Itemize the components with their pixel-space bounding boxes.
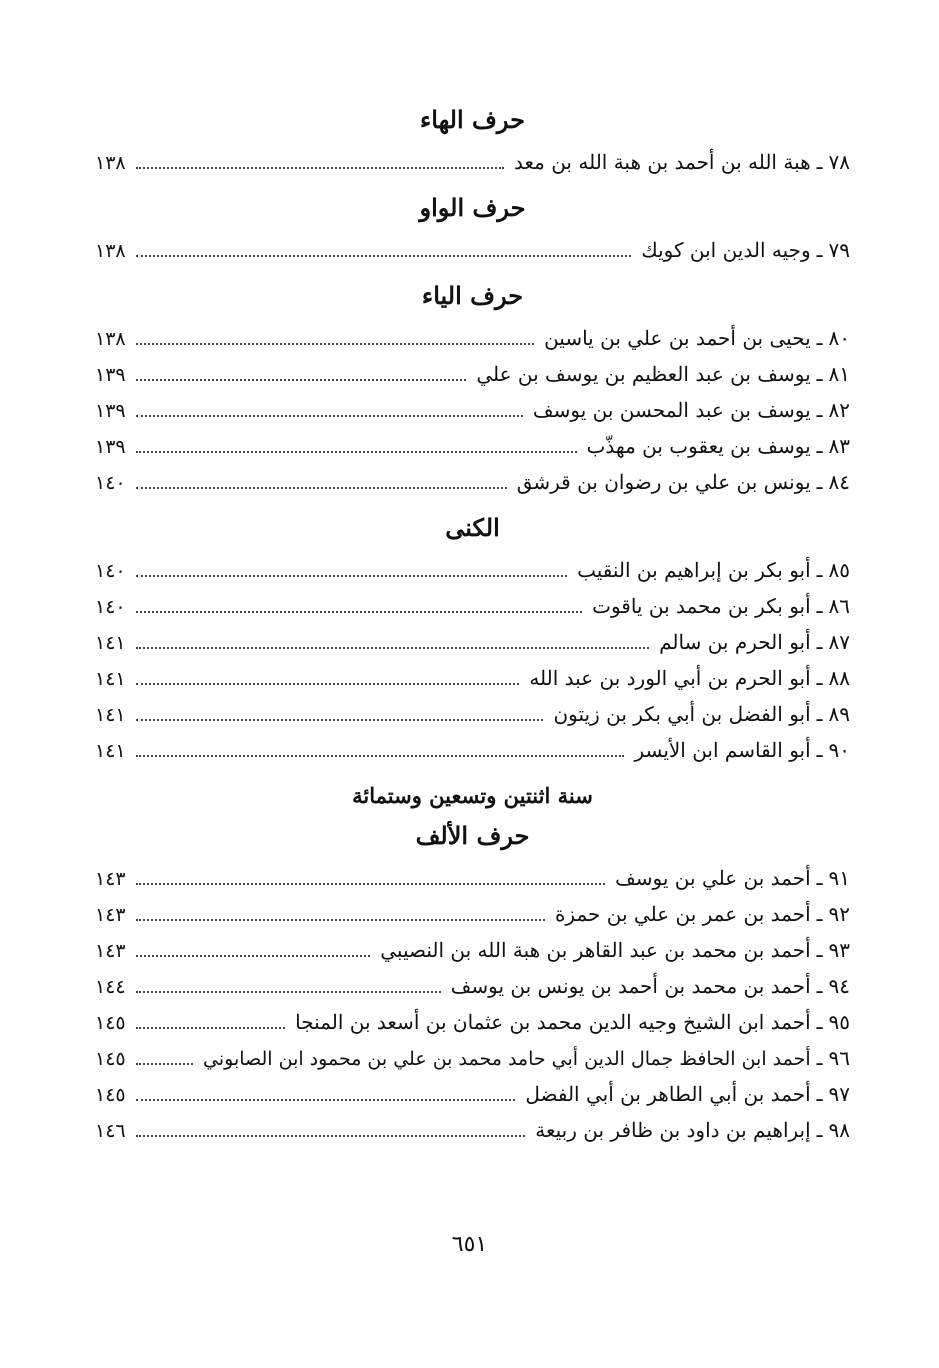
entry-number: ٨٣ — [828, 434, 850, 458]
entry-number: ٨٥ — [828, 558, 850, 582]
entry-name: أبو الحرم بن أبي الورد بن عبد الله — [529, 666, 811, 690]
entry-page: ١٤٤ — [95, 976, 126, 998]
entry-page: ١٤٠ — [95, 472, 126, 494]
entry-number: ٩٣ — [828, 938, 850, 962]
entry-dash: ـ — [816, 558, 823, 582]
entry-page: ١٣٨ — [95, 240, 126, 262]
dot-leader — [136, 343, 534, 345]
entry-name: أحمد ابن الحافظ جمال الدين أبي حامد محمد بن علي بن محمود ابن الصابوني — [203, 1048, 811, 1070]
entry-number: ٩٨ — [828, 1118, 850, 1142]
entry-page: ١٤٦ — [95, 1120, 126, 1142]
entry-name: أبو بكر بن إبراهيم بن النقيب — [577, 558, 811, 582]
year-heading: سنة اثنتين وتسعين وستمائة — [352, 783, 593, 808]
entry-dash: ـ — [816, 1046, 823, 1070]
dot-leader — [136, 1027, 286, 1029]
entry-page: ١٣٩ — [95, 436, 126, 458]
entry-dash: ـ — [816, 326, 823, 350]
entry-page: ١٣٩ — [95, 364, 126, 386]
entry-dash: ـ — [816, 738, 823, 762]
dot-leader — [136, 683, 520, 685]
index-entry — [95, 552, 850, 588]
dot-leader — [136, 755, 625, 757]
entry-name: أحمد بن علي بن يوسف — [615, 866, 811, 890]
entry-number: ٩٢ — [828, 902, 850, 926]
entry-number: ٨٩ — [828, 702, 850, 726]
entry-name: يوسف بن عبد العظيم بن يوسف بن علي — [476, 362, 811, 386]
entry-page: ١٤١ — [95, 668, 126, 690]
section-heading: حرف الألف — [415, 821, 530, 850]
entry-number: ٧٨ — [828, 150, 850, 174]
entry-dash: ـ — [816, 1082, 823, 1106]
dot-leader — [136, 611, 582, 613]
entry-name: هبة الله بن أحمد بن هبة الله بن معد — [513, 150, 811, 174]
entry-name: أبو بكر بن محمد بن ياقوت — [592, 594, 811, 618]
dot-leader — [136, 255, 632, 257]
section-heading: حرف الواو — [419, 193, 526, 222]
entry-name: أبو القاسم ابن الأيسر — [634, 738, 811, 762]
entry-dash: ـ — [816, 666, 823, 690]
entry-dash: ـ — [816, 150, 823, 174]
entry-number: ٩٤ — [828, 974, 850, 998]
dot-leader — [136, 487, 507, 489]
dot-leader — [136, 575, 567, 577]
index-entry — [95, 588, 850, 624]
entry-name: يونس بن علي بن رضوان بن قرشق — [516, 470, 811, 494]
index-entry — [95, 968, 850, 1004]
entry-dash: ـ — [816, 1118, 823, 1142]
index-entry — [95, 1040, 850, 1076]
dot-leader — [136, 991, 441, 993]
dot-leader — [136, 167, 504, 169]
entry-page: ١٤٠ — [95, 596, 126, 618]
entry-page: ١٣٩ — [95, 400, 126, 422]
entry-number: ٩٠ — [828, 738, 850, 762]
entry-name: إبراهيم بن داود بن ظافر بن ربيعة — [535, 1118, 811, 1142]
entry-name: وجيه الدين ابن كويك — [641, 238, 811, 262]
entry-dash: ـ — [816, 398, 823, 422]
entry-page: ١٤٥ — [95, 1048, 126, 1070]
entry-dash: ـ — [816, 470, 823, 494]
index-entry — [95, 896, 850, 932]
index-entry — [95, 1076, 850, 1112]
dot-leader — [136, 1063, 193, 1065]
index-entry — [95, 732, 850, 768]
entry-name: أحمد بن عمر بن علي بن حمزة — [554, 902, 811, 926]
index-entry — [95, 232, 850, 268]
entry-dash: ـ — [816, 1010, 823, 1034]
entry-name: أحمد ابن الشيخ وجيه الدين محمد بن عثمان بن أسعد بن المنجا — [295, 1010, 811, 1034]
entry-name: أحمد بن أبي الطاهر بن أبي الفضل — [525, 1082, 811, 1106]
entry-number: ٨٠ — [828, 326, 850, 350]
dot-leader — [136, 415, 523, 417]
entry-number: ٨٦ — [828, 594, 850, 618]
dot-leader — [136, 719, 544, 721]
entry-number: ٩٦ — [828, 1046, 850, 1070]
entry-page: ١٤٥ — [95, 1084, 126, 1106]
entry-page: ١٣٨ — [95, 152, 126, 174]
entry-name: أبو الفضل بن أبي بكر بن زيتون — [553, 702, 811, 726]
entry-page: ١٤٥ — [95, 1012, 126, 1034]
entry-dash: ـ — [816, 866, 823, 890]
entry-name: يوسف بن يعقوب بن مهذّب — [586, 434, 811, 458]
entry-number: ٨١ — [828, 362, 850, 386]
index-entry — [95, 428, 850, 464]
dot-leader — [136, 379, 467, 381]
entry-dash: ـ — [816, 362, 823, 386]
dot-leader — [136, 451, 577, 453]
entry-page: ١٤٣ — [95, 868, 126, 890]
dot-leader — [136, 647, 649, 649]
entry-dash: ـ — [816, 594, 823, 618]
index-entry — [95, 144, 850, 180]
page-number: ٦٥١ — [451, 1232, 488, 1257]
dot-leader — [136, 919, 545, 921]
index-entry — [95, 932, 850, 968]
entry-page: ١٤٣ — [95, 940, 126, 962]
entry-name: أبو الحرم بن سالم — [659, 630, 811, 654]
entry-name: أحمد بن محمد بن عبد القاهر بن هبة الله بن النصيبي — [380, 938, 811, 962]
section-heading: الكنى — [445, 513, 500, 542]
entry-dash: ـ — [816, 974, 823, 998]
entry-dash: ـ — [816, 434, 823, 458]
entry-dash: ـ — [816, 238, 823, 262]
entry-page: ١٤٠ — [95, 560, 126, 582]
entry-dash: ـ — [816, 630, 823, 654]
entry-dash: ـ — [816, 902, 823, 926]
entry-name: أحمد بن محمد بن أحمد بن يونس بن يوسف — [450, 974, 811, 998]
index-entry — [95, 1004, 850, 1040]
dot-leader — [136, 955, 371, 957]
index-entry — [95, 464, 850, 500]
index-entry — [95, 356, 850, 392]
index-entry — [95, 392, 850, 428]
entry-page: ١٤١ — [95, 740, 126, 762]
entry-name: يحيى بن أحمد بن علي بن ياسين — [544, 326, 811, 350]
index-entry — [95, 624, 850, 660]
entry-page: ١٤٣ — [95, 904, 126, 926]
entry-page: ١٤١ — [95, 632, 126, 654]
entry-number: ٨٤ — [828, 470, 850, 494]
entry-dash: ـ — [816, 702, 823, 726]
entry-number: ٨٧ — [828, 630, 850, 654]
index-entry — [95, 320, 850, 356]
index-entry — [95, 1112, 850, 1148]
entry-number: ٩٥ — [828, 1010, 850, 1034]
entry-number: ٨٢ — [828, 398, 850, 422]
section-heading: حرف الياء — [421, 281, 524, 310]
index-entry — [95, 696, 850, 732]
entry-page: ١٣٨ — [95, 328, 126, 350]
entry-number: ٧٩ — [828, 238, 850, 262]
entry-dash: ـ — [816, 938, 823, 962]
section-heading: حرف الهاء — [420, 105, 525, 134]
entry-number: ٨٨ — [828, 666, 850, 690]
index-content — [95, 104, 850, 1148]
dot-leader — [136, 1135, 526, 1137]
entry-number: ٩٧ — [828, 1082, 850, 1106]
index-entry — [95, 860, 850, 896]
index-entry — [95, 660, 850, 696]
entry-number: ٩١ — [828, 866, 850, 890]
dot-leader — [136, 1099, 516, 1101]
dot-leader — [136, 883, 605, 885]
entry-name: يوسف بن عبد المحسن بن يوسف — [532, 398, 811, 422]
entry-page: ١٤١ — [95, 704, 126, 726]
